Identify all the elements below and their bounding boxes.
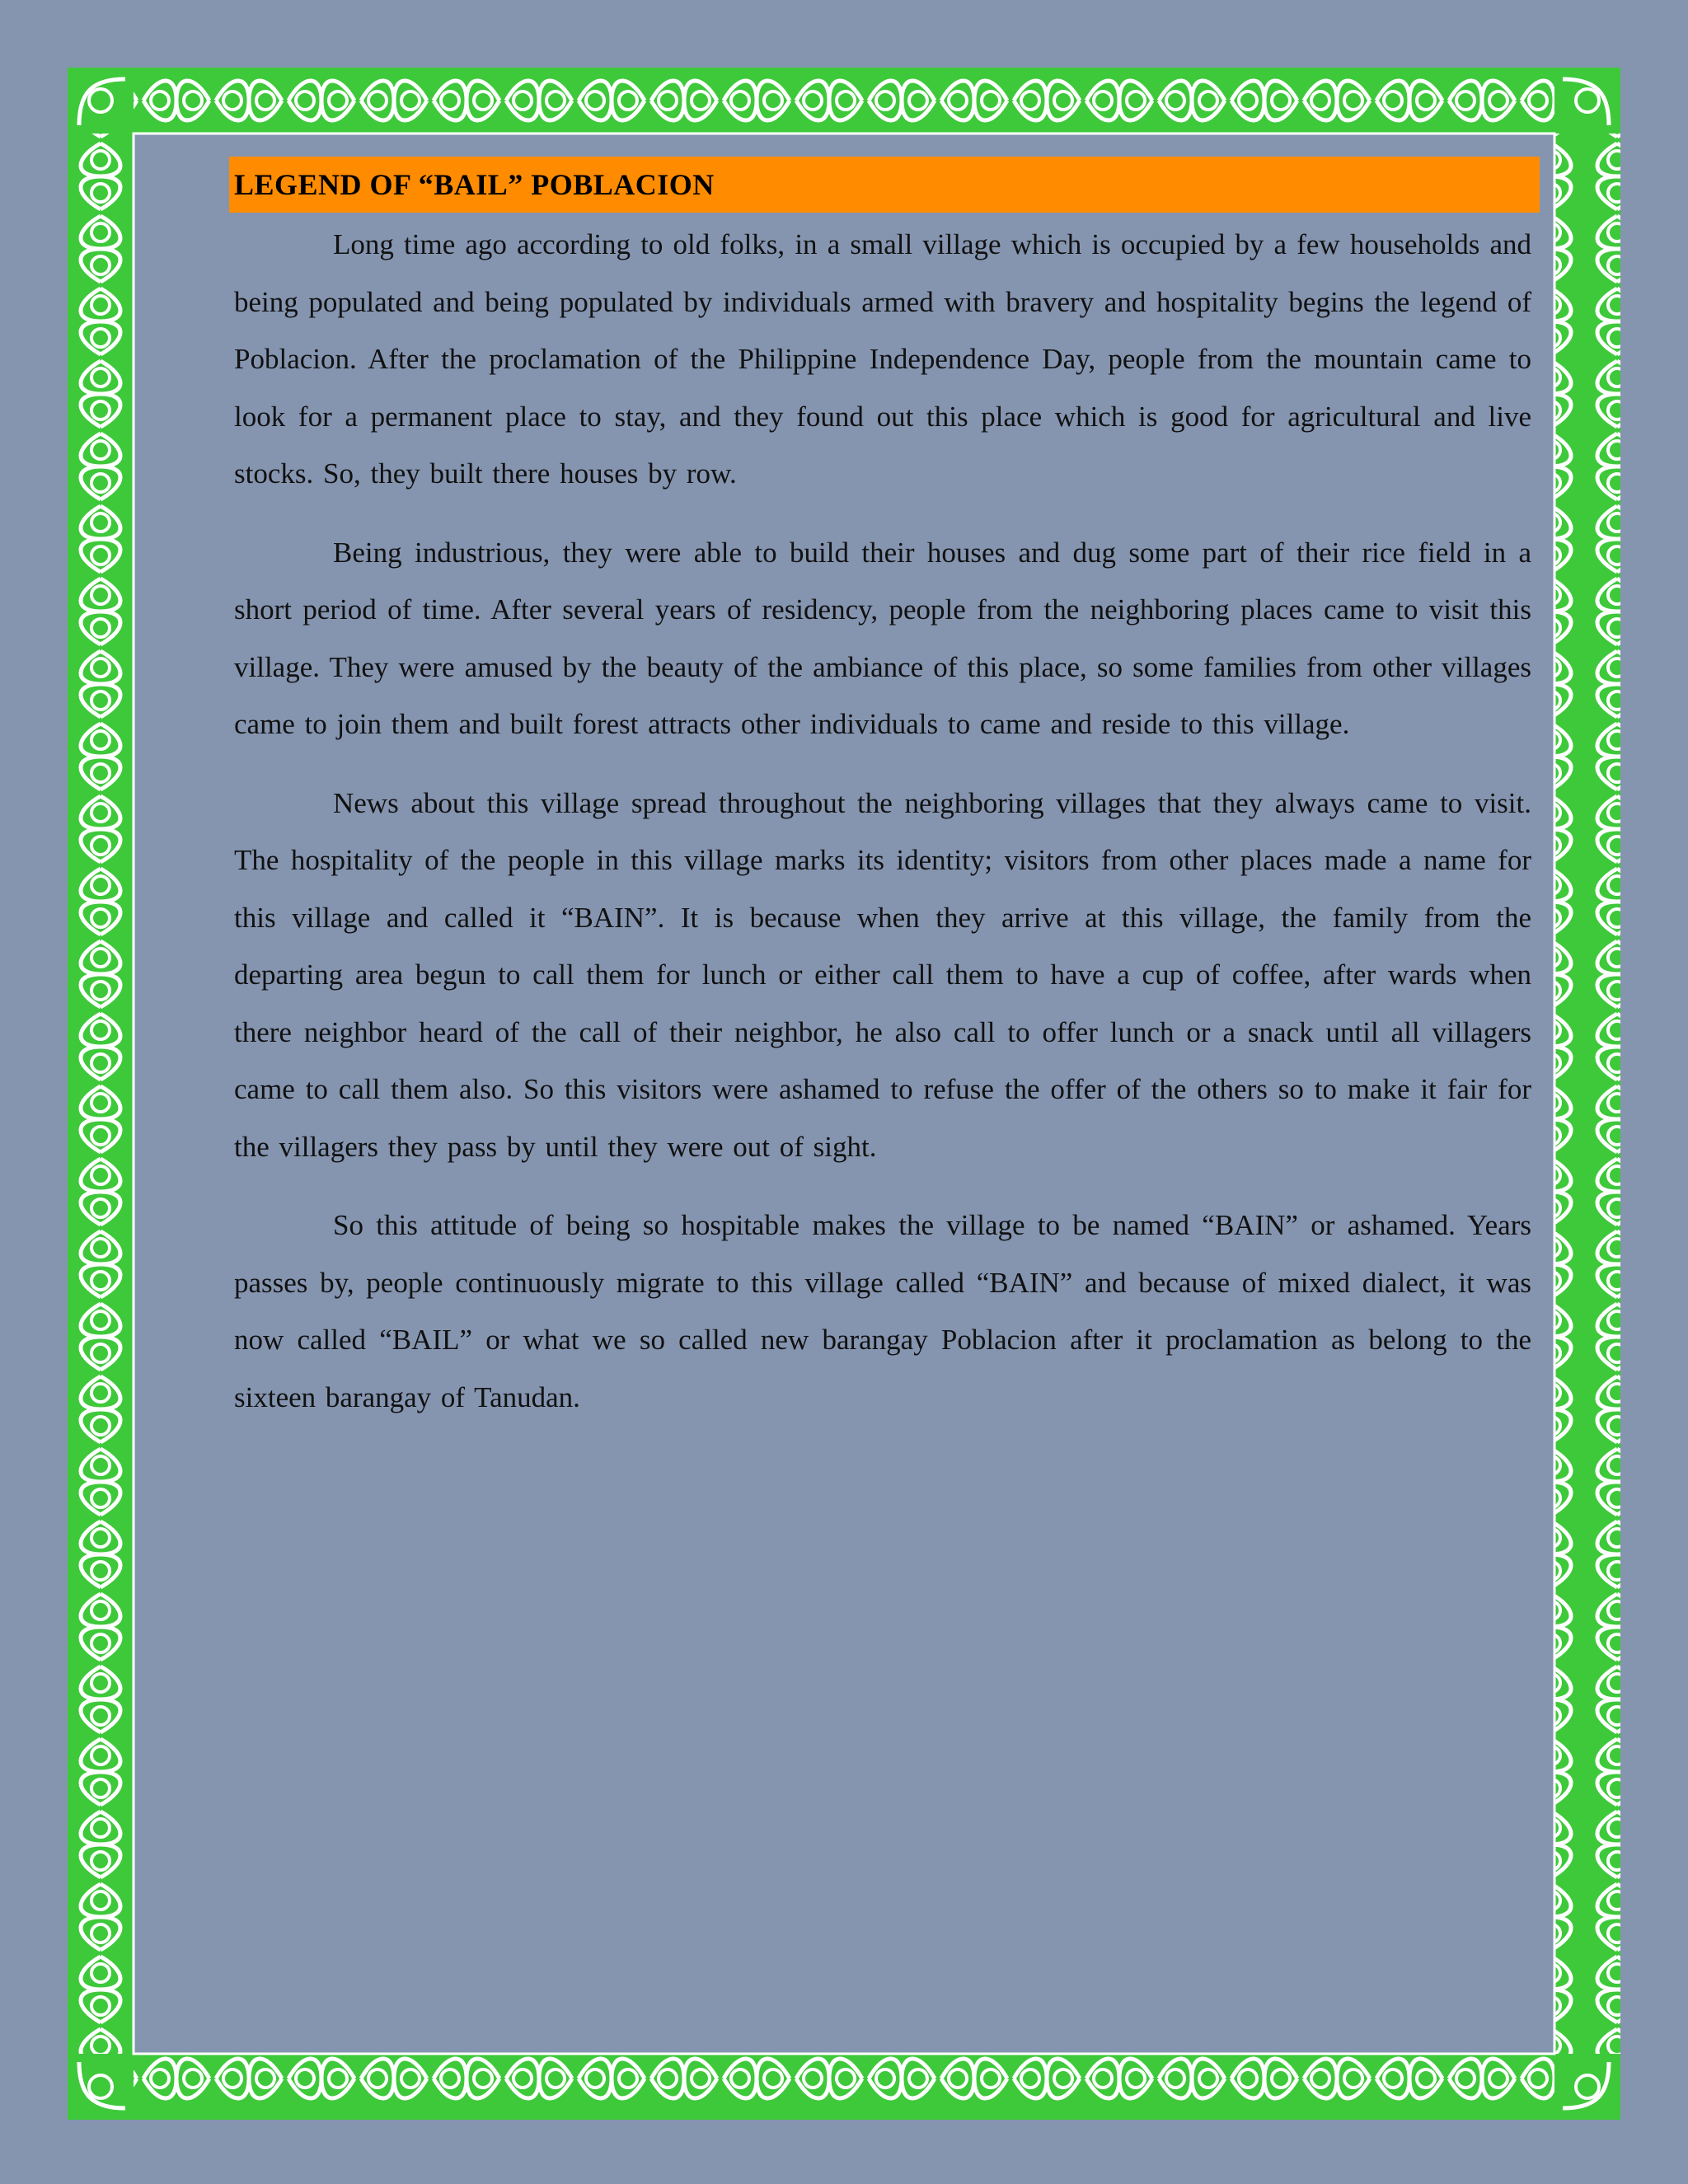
paragraph-1: Long time ago according to old folks, in a small village which is occupied by a few households and being populated and being populated by individuals armed with bravery and hospitality begins the legend of Poblacion. After the proclamation of the Philippine Independence Day, people from the mountain came to look for a permanent place to stay, and they found out this place which is good for agricultural and live stocks. So, they built there houses by row. (234, 228, 1531, 490)
paragraph-4: So this attitude of being so hospitable makes the village to be named “BAIN” or ashamed. Years passes by, people continuously migrate to this village called “BAIN” and because of mixed dialect, it was now called “BAIL” or what we so called new barangay Poblacion after it proclamation as belong to the sixteen barangay of Tanudan. (234, 1209, 1531, 1413)
celtic-knot-border (68, 68, 1620, 2120)
page-title: LEGEND OF “BAIL” POBLACION (234, 168, 715, 201)
title-bar (229, 157, 1540, 213)
paragraph-2: Being industrious, they were able to build their houses and dug some part of their rice field in a short period of time. After several years of residency, people from the neighboring places came to visit this village. They were amused by the beauty of the ambiance of this place, so some families from other villages came to join them and built forest attracts other individuals to came and reside to this village. (234, 536, 1531, 740)
body-text (229, 216, 1540, 1426)
document-content (229, 157, 1540, 1447)
paragraph-3: News about this village spread throughout the neighboring villages that they always came to visit. The hospitality of the people in this village marks its identity; visitors from other places made a name for this village and called it “BAIN”. It is because when they arrive at this village, the family from the departing area begun to call them for lunch or either call them to have a cup of coffee, after wards when there neighbor heard of the call of their neighbor, he also call to offer lunch or a snack until all villagers came to call them also. So this visitors were ashamed to refuse the offer of the others so to make it fair for the villagers they pass by until they were out of sight. (234, 786, 1531, 1163)
